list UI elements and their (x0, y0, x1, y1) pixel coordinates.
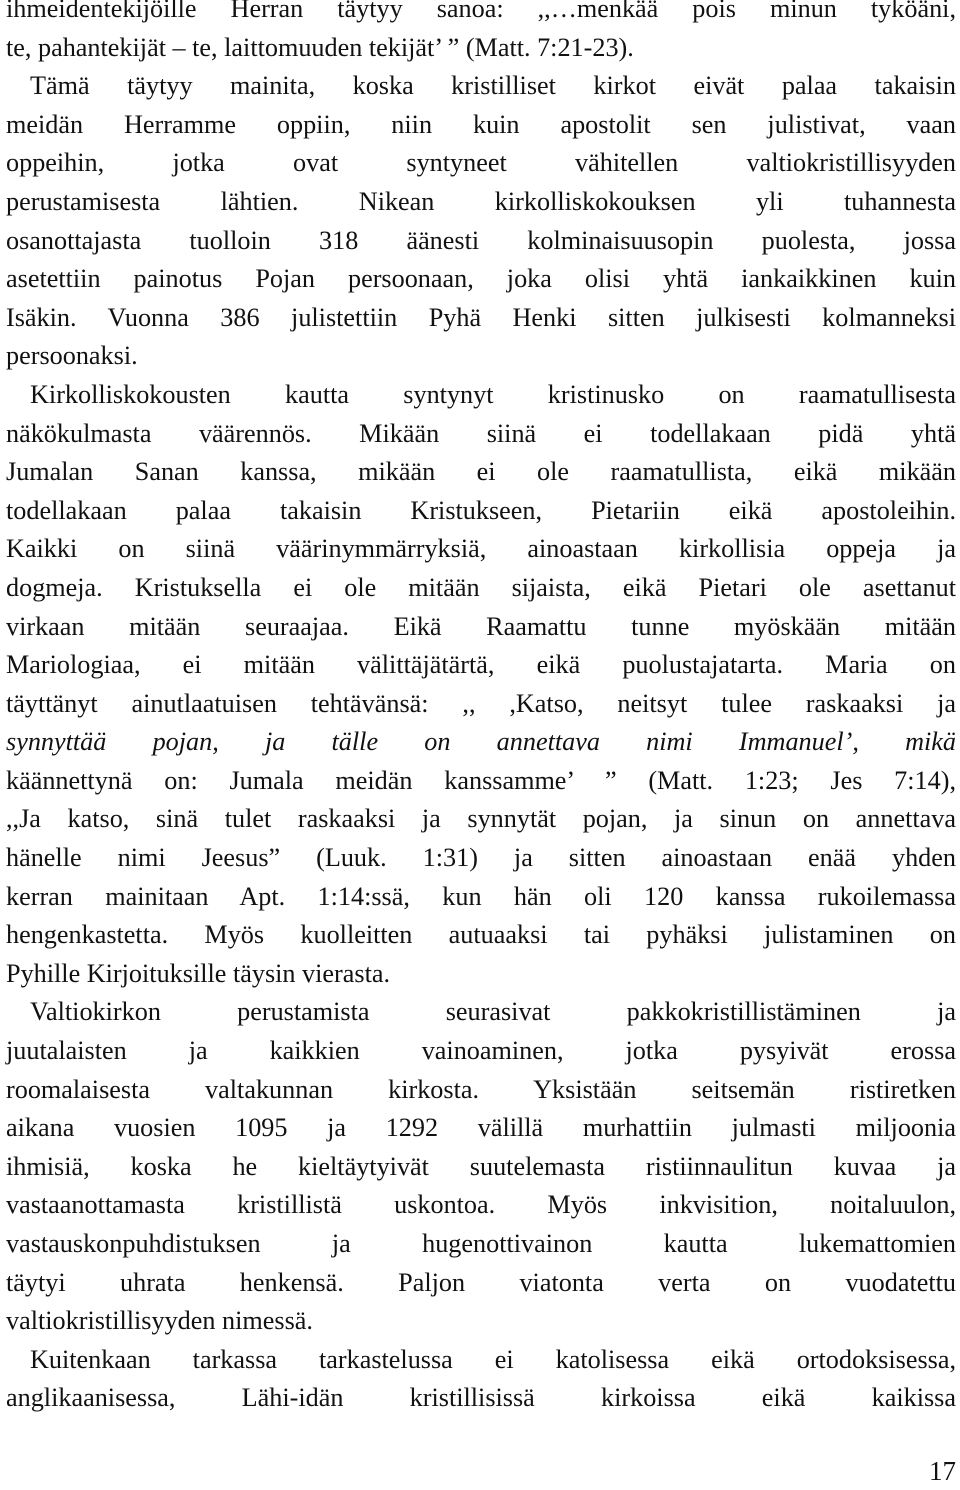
text-line: dogmeja. Kristuksella ei ole mitään sijaista, eikä Pietari ole asettanut (6, 572, 956, 602)
text-line: roomalaisesta valtakunnan kirkosta. Yksistään seitsemän ristiretken (6, 1074, 956, 1104)
text-line: täytyi uhrata henkensä. Paljon viatonta verta on vuodatettu (6, 1267, 956, 1297)
text-line: osanottajasta tuolloin 318 äänesti kolminaisuusopin puolesta, jossa (6, 225, 956, 255)
page-number: 17 (929, 1456, 956, 1486)
text-line: hengenkastetta. Myös kuolleitten autuaaksi tai pyhäksi julistaminen on (6, 920, 956, 950)
text-line: asetettiin painotus Pojan persoonaan, joka olisi yhtä iankaikkinen kuin (6, 264, 956, 294)
text-line: synnyttää pojan, ja tälle on annettava nimi Immanuel’, mikä (6, 727, 956, 757)
text-line: oppeihin, jotka ovat syntyneet vähitellen valtiokristillisyyden (6, 148, 956, 178)
text-line: te, pahantekijät – te, laittomuuden tekijät’ ” (Matt. 7:21-23). (6, 32, 634, 62)
document-page (6, 0, 956, 1418)
text-line: kerran mainitaan Apt. 1:14:ssä, kun hän oli 120 kanssa rukoilemassa (6, 881, 956, 911)
text-line: Isäkin. Vuonna 386 julistettiin Pyhä Henki sitten julkisesti kolmanneksi (6, 302, 956, 332)
text-line: Jumalan Sanan kanssa, mikään ei ole raamatullista, eikä mikään (6, 457, 956, 487)
text-line: persoonaksi. (6, 341, 138, 371)
text-line: valtiokristillisyyden nimessä. (6, 1306, 313, 1336)
text-line: ihmisiä, koska he kieltäytyivät suutelemasta ristiinnaulitun kuvaa ja (6, 1151, 956, 1181)
text-line: anglikaanisessa, Lähi-idän kristillisissä kirkoissa eikä kaikissa (6, 1383, 956, 1413)
text-line: Mariologiaa, ei mitään välittäjätärtä, eikä puolustajatarta. Maria on (6, 650, 956, 680)
text-line: virkaan mitään seuraajaa. Eikä Raamattu tunne myöskään mitään (6, 611, 956, 641)
text-line: meidän Herramme oppiin, niin kuin apostolit sen julistivat, vaan (6, 109, 956, 139)
text-line: vastauskonpuhdistuksen ja hugenottivainon kautta lukemattomien (6, 1229, 956, 1258)
text-line: Pyhille Kirjoituksille täysin vierasta. (6, 958, 391, 988)
text-line: Kirkolliskokousten kautta syntynyt kristinusko on raamatullisesta (30, 379, 956, 409)
text-line: näkökulmasta väärennös. Mikään siinä ei todellakaan pidä yhtä (6, 418, 956, 448)
text-line: Tämä täytyy mainita, koska kristilliset kirkot eivät palaa takaisin (30, 71, 956, 101)
text-line: täyttänyt ainutlaatuisen tehtävänsä: ,, ,Katso, neitsyt tulee raskaaksi ja (6, 688, 956, 718)
text-line: todellakaan palaa takaisin Kristukseen, Pietariin eikä apostoleihin. (6, 495, 956, 525)
text-line: ihmeidentekijöille Herran täytyy sanoa: ,,…menkää pois minun tyköäni, (6, 0, 956, 23)
text-line: Kuitenkaan tarkassa tarkastelussa ei katolisessa eikä ortodoksisessa, (30, 1344, 956, 1374)
text-line: vastaanottamasta kristillistä uskontoa. Myös inkvisition, noitaluulon, (6, 1190, 956, 1220)
text-line: ,,Ja katso, sinä tulet raskaaksi ja synnytät pojan, ja sinun on annettava (6, 804, 956, 834)
text-line: Kaikki on siinä väärinymmärryksiä, ainoastaan kirkollisia oppeja ja (6, 534, 956, 564)
text-line: perustamisesta lähtien. Nikean kirkolliskokouksen yli tuhannesta (6, 186, 956, 216)
text-line: aikana vuosien 1095 ja 1292 välillä murhattiin julmasti miljoonia (6, 1113, 956, 1143)
text-line: käännettynä on: Jumala meidän kanssamme’ ” (Matt. 1:23; Jes 7:14), (6, 765, 956, 795)
text-line: hänelle nimi Jeesus” (Luuk. 1:31) ja sitten ainoastaan enää yhden (6, 843, 956, 873)
text-line: Valtiokirkon perustamista seurasivat pakkokristillistäminen ja (30, 997, 956, 1027)
text-line: juutalaisten ja kaikkien vainoaminen, jotka pysyivät erossa (6, 1036, 956, 1066)
